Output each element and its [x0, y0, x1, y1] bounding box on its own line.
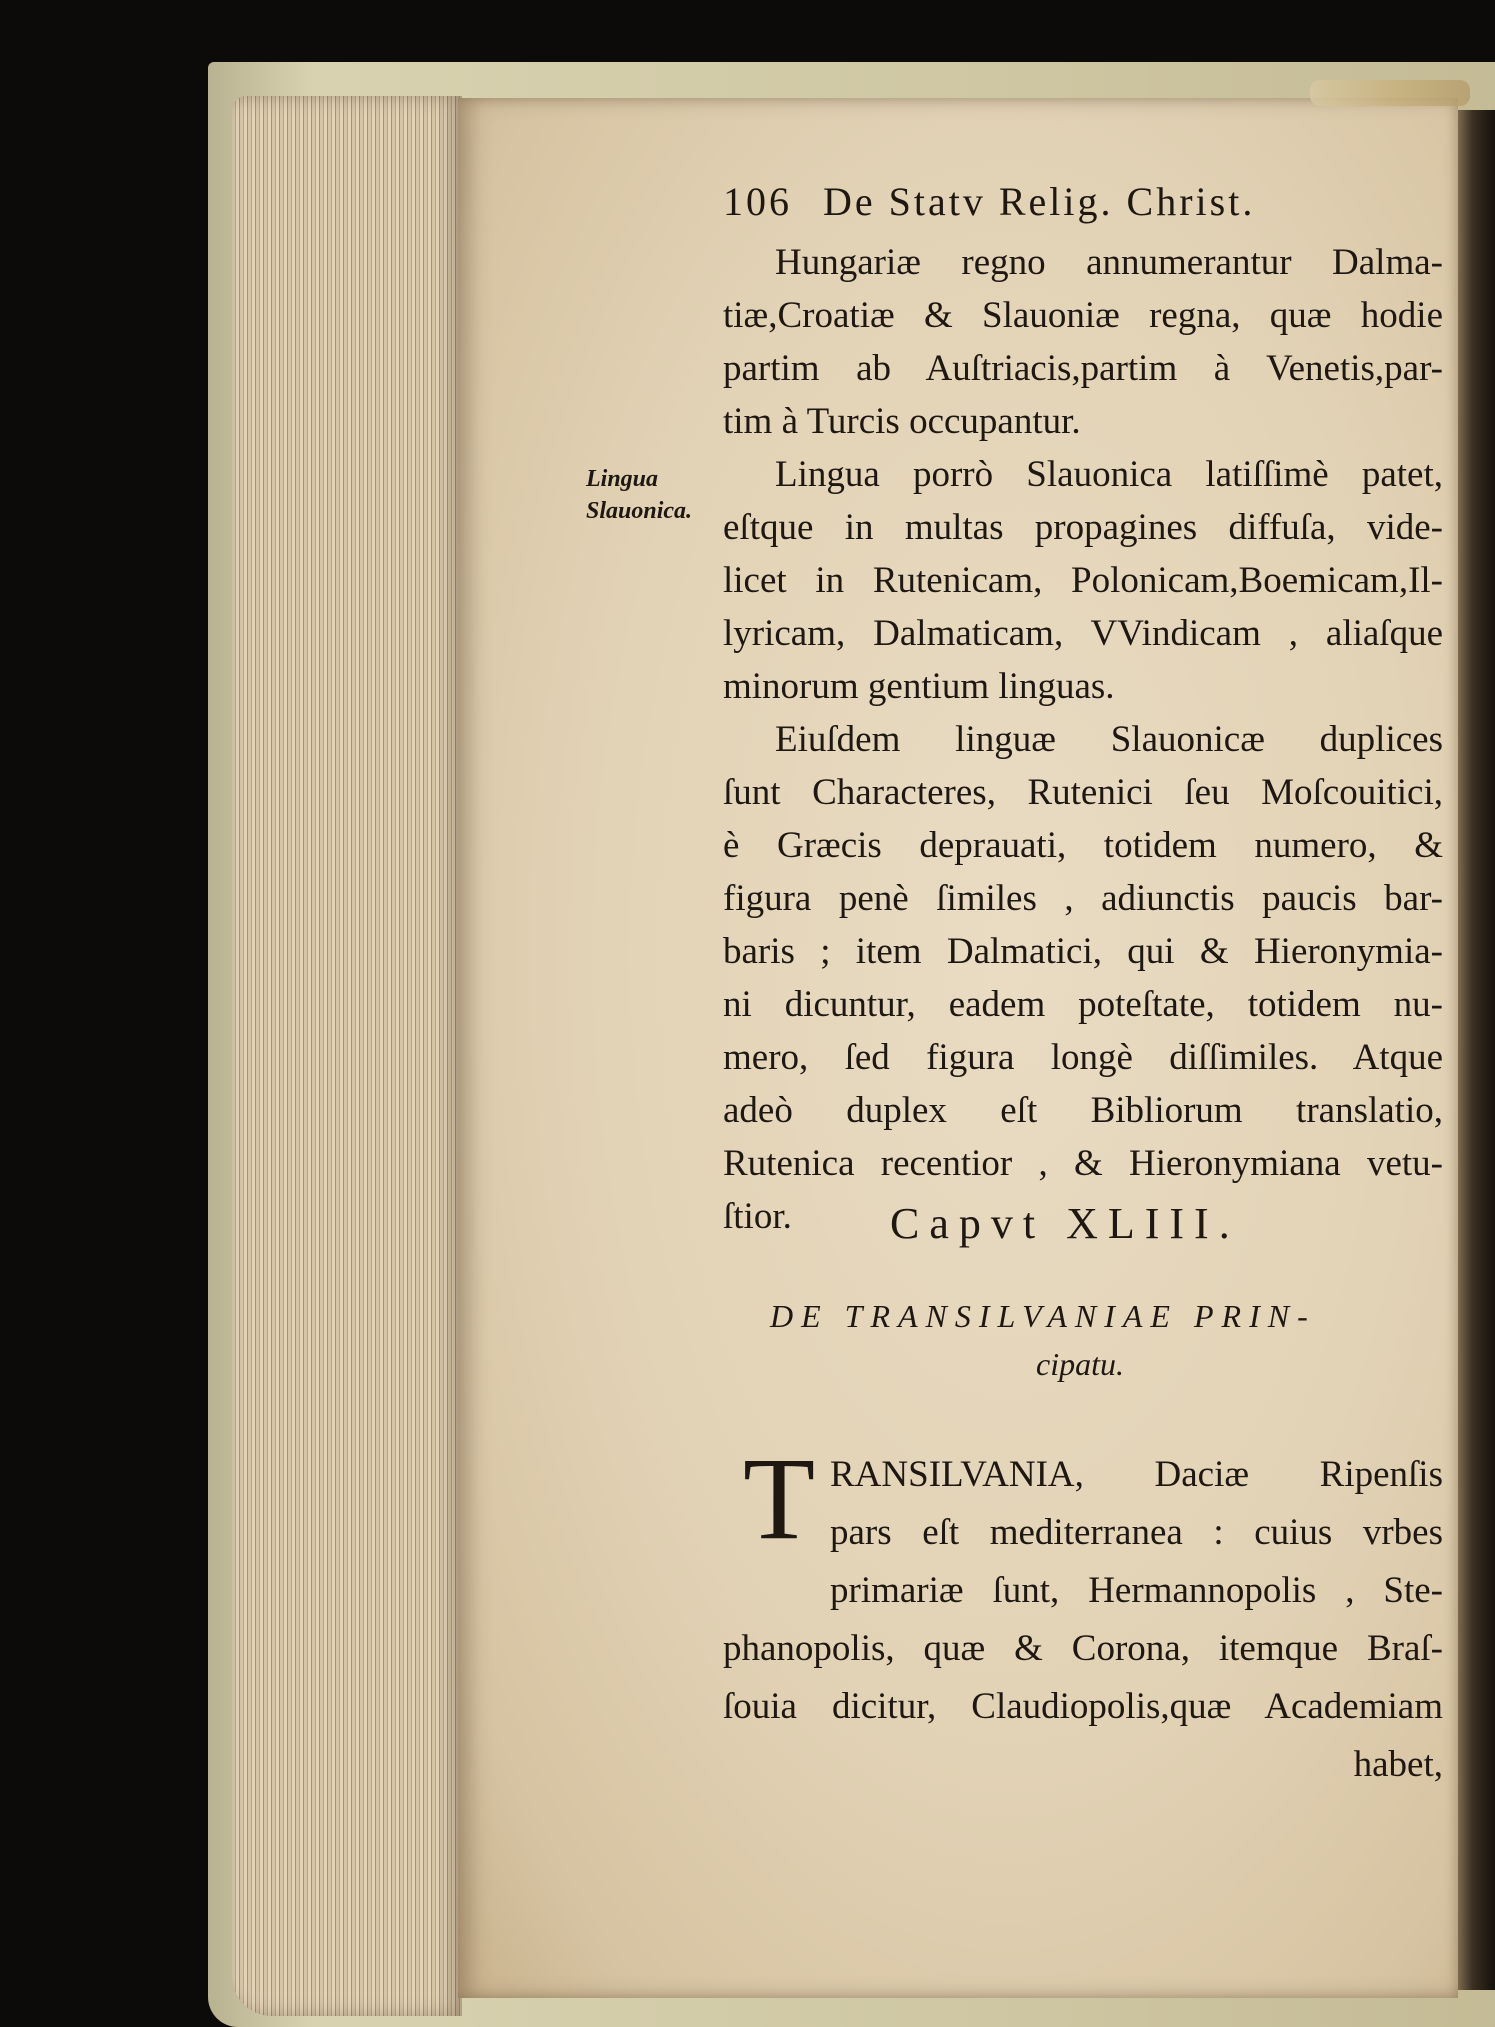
paragraph-line: tim à Turcis occupantur. [723, 401, 1081, 442]
facing-page-edge [1458, 110, 1495, 1990]
paragraph-line: partim ab Auſtriacis,partim à Venetis,par- [723, 348, 1443, 389]
paragraph-line: ſunt Characteres, Rutenici ſeu Moſcouitici, [723, 772, 1443, 813]
margin-note-line: Slauonica. [586, 498, 693, 524]
chapter-heading: Capvt XLIII. [890, 1199, 1240, 1248]
margin-note [586, 463, 726, 527]
paragraph-line: mero, ſed figura longè diſſimiles. Atque [723, 1037, 1443, 1078]
paragraph-line: licet in Rutenicam, Polonicam,Boemicam,Il- [723, 560, 1443, 601]
paragraph-line: RANSILVANIA, Daciæ Ripenſis [830, 1454, 1443, 1495]
paragraph-line: pars eſt mediterranea : cuius vrbes [830, 1512, 1443, 1553]
running-title: De Statv Relig. Christ. [823, 179, 1256, 224]
paragraph-line: tiæ,Croatiæ & Slauoniæ regna, quæ hodie [723, 295, 1443, 336]
top-stain [1310, 80, 1470, 106]
paragraph-line: primariæ ſunt, Hermannopolis , Ste- [830, 1570, 1443, 1611]
paragraph-line: ſtior. [723, 1196, 792, 1237]
paragraph-line: Hungariæ regno annumerantur Dalma- [775, 242, 1443, 283]
page-number: 106 [723, 179, 792, 224]
running-head [723, 178, 1443, 225]
paragraph-line: Rutenica recentior , & Hieronymiana vetu- [723, 1143, 1443, 1184]
paragraph-line: lyricam, Dalmaticam, VVindicam , aliaſque [723, 613, 1443, 654]
chapter-title-continued: cipatu. [1036, 1346, 1124, 1382]
paragraph-line: ſouia dicitur, Claudiopolis,quæ Academiam [723, 1686, 1443, 1727]
drop-cap: T [743, 1433, 816, 1564]
paragraph-line: figura penè ſimiles , adiunctis paucis bar- [723, 878, 1443, 919]
paragraph-line: phanopolis, quæ & Corona, itemque Braſ- [723, 1628, 1443, 1669]
paragraph-line: ni dicuntur, eadem poteſtate, totidem nu- [723, 984, 1443, 1025]
paragraph-line: minorum gentium linguas. [723, 666, 1115, 707]
paragraph-line: Eiuſdem linguæ Slauonicæ duplices [775, 719, 1443, 760]
catchword: habet, [1353, 1744, 1443, 1785]
paragraph-line: adeò duplex eſt Bibliorum translatio, [723, 1090, 1443, 1131]
paragraph-line: è Græcis deprauati, totidem numero, & [723, 825, 1443, 866]
chapter-title: DE TRANSILVANIAE PRIN- [770, 1298, 1316, 1334]
paragraph-line: eſtque in multas propagines diffuſa, vide- [723, 507, 1443, 548]
margin-note-line: Lingua [586, 466, 659, 492]
paragraph-line: Lingua porrò Slauonica latiſſimè patet, [775, 454, 1443, 495]
paragraph-line: baris ; item Dalmatici, qui & Hieronymia- [723, 931, 1443, 972]
page-edges [232, 96, 462, 2016]
